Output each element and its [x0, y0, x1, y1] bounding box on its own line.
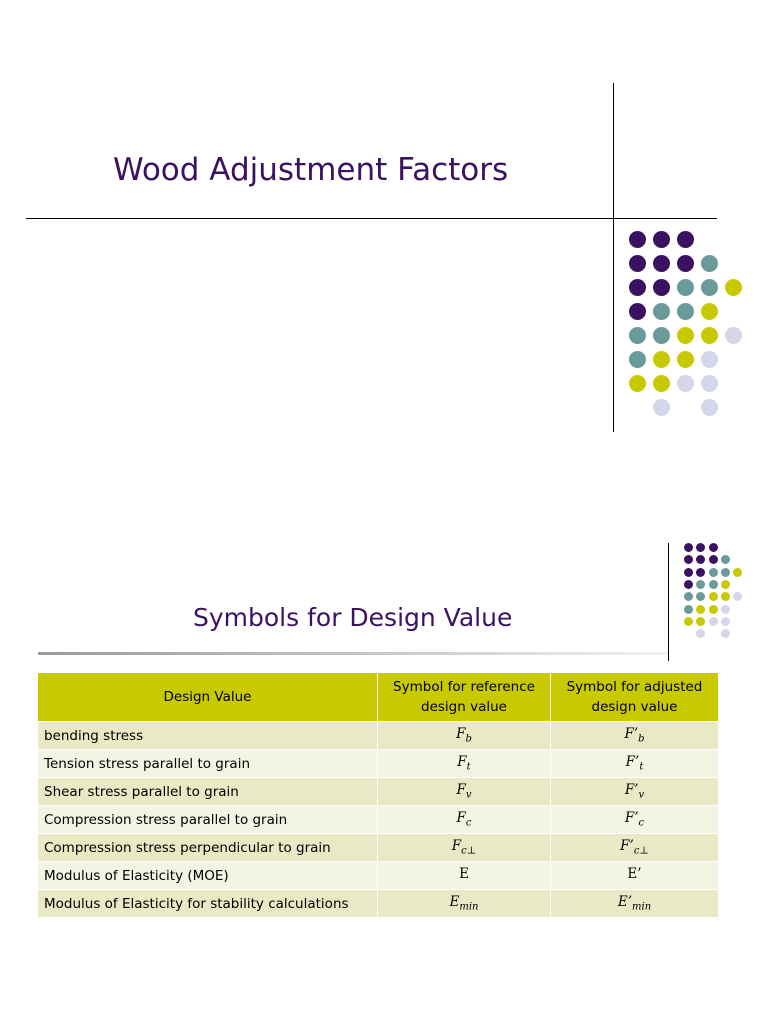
decorative-dot: [701, 303, 718, 320]
decorative-dot: [733, 592, 742, 601]
decorative-dot: [653, 231, 670, 248]
decorative-dot: [721, 629, 730, 638]
reference-symbol: [378, 890, 551, 918]
decorative-dot: [709, 592, 718, 601]
decorative-dot: [725, 279, 742, 296]
decorative-dot: [721, 592, 730, 601]
slide1-horizontal-rule: [26, 218, 717, 219]
decorative-dot: [696, 592, 705, 601]
table-row: [38, 778, 719, 806]
design-value-label: Shear stress parallel to grain: [38, 778, 378, 806]
design-value-label: Compression stress perpendicular to grain: [38, 834, 378, 862]
decorative-dot: [701, 375, 718, 392]
reference-symbol: [378, 834, 551, 862]
decorative-dot: [721, 555, 730, 564]
adjusted-symbol: [551, 834, 719, 862]
adjusted-symbol-main: F’: [625, 754, 640, 771]
adjusted-symbol: [551, 722, 719, 750]
reference-symbol-subscript: c⊥: [461, 845, 477, 857]
decorative-dot: [696, 617, 705, 626]
decorative-dot: [684, 555, 693, 564]
decorative-dot: [653, 255, 670, 272]
table-row: [38, 862, 719, 890]
adjusted-symbol-main: F’: [620, 838, 634, 855]
decorative-dot: [696, 555, 705, 564]
decorative-dot: [709, 605, 718, 614]
decorative-dot: [653, 303, 670, 320]
decorative-dot: [629, 375, 646, 392]
decorative-dot: [701, 279, 718, 296]
decorative-dot: [677, 375, 694, 392]
decorative-dot: [629, 303, 646, 320]
decorative-dot: [629, 351, 646, 368]
header-design-value: Design Value: [38, 673, 378, 722]
decorative-dot: [709, 543, 718, 552]
decorative-dot: [629, 231, 646, 248]
decorative-dot: [677, 327, 694, 344]
reference-symbol-main: F: [456, 782, 466, 799]
decorative-dot: [653, 399, 670, 416]
adjusted-symbol-subscript: c⊥: [633, 845, 649, 857]
design-value-label: Modulus of Elasticity for stability calculations: [38, 890, 378, 918]
slide2-vertical-rule: [668, 543, 669, 661]
adjusted-symbol-main: F’: [624, 726, 639, 743]
decorative-dot: [653, 351, 670, 368]
reference-symbol: [378, 806, 551, 834]
adjusted-symbol-subscript: v: [638, 789, 645, 801]
decorative-dot: [733, 568, 742, 577]
adjusted-symbol-subscript: c: [638, 817, 645, 829]
reference-symbol: [378, 778, 551, 806]
design-value-label: Modulus of Elasticity (MOE): [38, 862, 378, 890]
table-row: [38, 722, 719, 750]
reference-symbol: [378, 722, 551, 750]
table-header-row: [38, 673, 719, 722]
adjusted-symbol: [551, 778, 719, 806]
decorative-dot: [709, 617, 718, 626]
adjusted-symbol: [551, 862, 719, 890]
slide1-vertical-rule: [613, 83, 614, 432]
decorative-dot: [701, 255, 718, 272]
decorative-dot: [701, 399, 718, 416]
decorative-dot: [653, 327, 670, 344]
decorative-dot: [677, 279, 694, 296]
reference-symbol: [378, 862, 551, 890]
header-reference-symbol: Symbol for reference design value: [378, 673, 551, 722]
reference-symbol-main: F: [456, 810, 466, 827]
design-value-label: bending stress: [38, 722, 378, 750]
table-row: [38, 834, 719, 862]
table-row: [38, 890, 719, 918]
design-value-table: [37, 672, 719, 918]
decorative-dot: [684, 580, 693, 589]
header-adjusted-symbol: Symbol for adjusted design value: [551, 673, 719, 722]
slide2-horizontal-rule: [38, 652, 668, 655]
decorative-dot: [721, 580, 730, 589]
decorative-dot: [696, 580, 705, 589]
decorative-dot: [709, 568, 718, 577]
adjusted-symbol-subscript: t: [639, 761, 644, 773]
adjusted-symbol-main: F’: [624, 810, 639, 827]
table-row: [38, 806, 719, 834]
decorative-dot: [629, 279, 646, 296]
adjusted-symbol-main: F’: [624, 782, 639, 799]
adjusted-symbol: [551, 750, 719, 778]
reference-symbol-main: E: [459, 866, 469, 883]
decorative-dot: [701, 351, 718, 368]
adjusted-symbol-main: E’: [627, 866, 642, 883]
decorative-dot: [684, 605, 693, 614]
design-value-label: Compression stress parallel to grain: [38, 806, 378, 834]
decorative-dot: [721, 568, 730, 577]
decorative-dot: [653, 279, 670, 296]
adjusted-symbol-main: E’: [617, 894, 633, 911]
decorative-dot: [677, 303, 694, 320]
reference-symbol-main: F: [456, 726, 466, 743]
decorative-dot: [696, 605, 705, 614]
slide2-title: Symbols for Design Value: [193, 603, 513, 632]
reference-symbol-subscript: b: [465, 733, 472, 745]
adjusted-symbol-subscript: b: [638, 733, 645, 745]
reference-symbol-subscript: v: [465, 789, 472, 801]
reference-symbol-subscript: c: [465, 817, 472, 829]
decorative-dot: [677, 255, 694, 272]
reference-symbol-main: F: [457, 754, 467, 771]
decorative-dot: [696, 568, 705, 577]
decorative-dot: [684, 592, 693, 601]
decorative-dot: [684, 568, 693, 577]
reference-symbol-main: E: [449, 894, 460, 911]
decorative-dot: [721, 605, 730, 614]
reference-symbol-subscript: t: [466, 761, 471, 773]
decorative-dot: [701, 327, 718, 344]
decorative-dot: [677, 231, 694, 248]
decorative-dot: [684, 617, 693, 626]
decorative-dot: [653, 375, 670, 392]
decorative-dot: [709, 580, 718, 589]
decorative-dot: [684, 543, 693, 552]
decorative-dot: [677, 351, 694, 368]
decorative-dot: [629, 255, 646, 272]
slide1-title: Wood Adjustment Factors: [113, 152, 509, 188]
decorative-dot: [696, 543, 705, 552]
decorative-dot: [629, 327, 646, 344]
adjusted-symbol-subscript: min: [632, 901, 652, 913]
adjusted-symbol: [551, 890, 719, 918]
design-value-label: Tension stress parallel to grain: [38, 750, 378, 778]
adjusted-symbol: [551, 806, 719, 834]
reference-symbol-main: F: [451, 838, 462, 855]
decorative-dot: [709, 555, 718, 564]
decorative-dot: [721, 617, 730, 626]
reference-symbol-subscript: min: [459, 901, 479, 913]
reference-symbol: [378, 750, 551, 778]
decorative-dot: [696, 629, 705, 638]
decorative-dot: [725, 327, 742, 344]
table-row: [38, 750, 719, 778]
